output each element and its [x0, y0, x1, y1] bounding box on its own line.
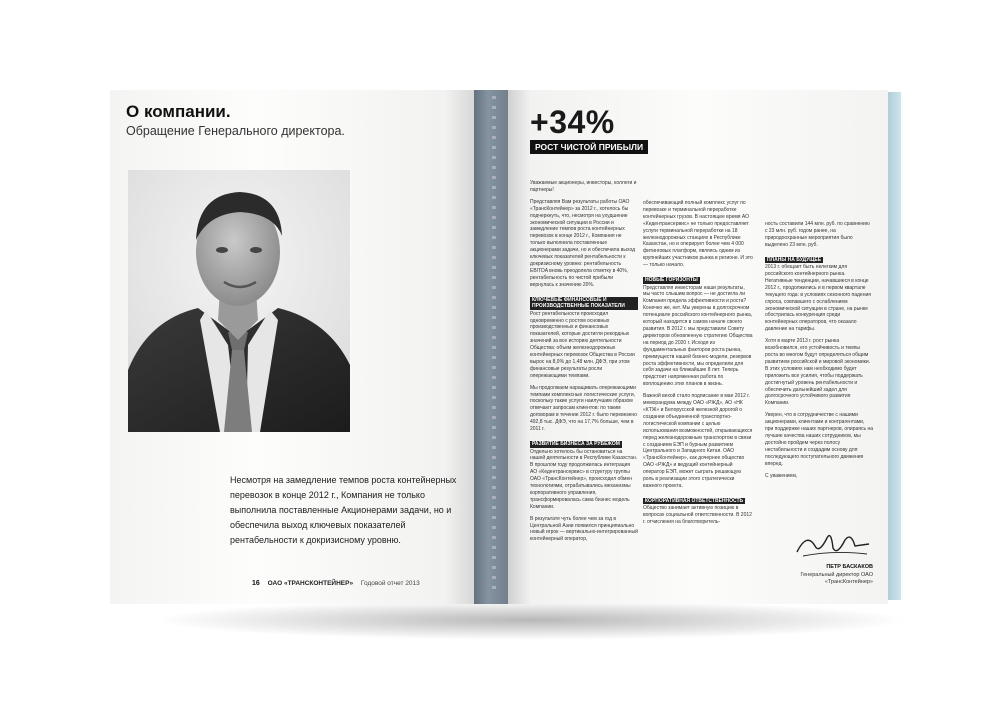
- footer-report: Годовой отчет 2013: [360, 580, 420, 587]
- headline-tag: РОСТ ЧИСТОЙ ПРИБЫЛИ: [530, 140, 648, 154]
- section-heading: ПЛАНЫ НА БУДУЩЕЕ: [767, 256, 822, 263]
- text-column-1: [530, 180, 638, 548]
- signer-block: [773, 564, 873, 587]
- signature-mark: [793, 526, 873, 560]
- section-heading: КОРПОРАТИВНАЯ ОТВЕТСТВЕННОСТЬ: [645, 497, 744, 504]
- paragraph: обеспечивающий полный комплекс услуг по перевозке и терминальной переработке контейнерных грузов. В настоящее время АО «Кедентрансервис» не только предоставляет услуги терминальной переработки на 18 железнодорожных станциях в Республике Казахстан, но и оперирует более чем 4 000 фитинговых платформ, являясь одним из крупнейших участников рынка в регионе. И это — только начало.: [643, 200, 753, 269]
- headline-figure: +34%: [530, 104, 615, 140]
- paragraph: ность составили 144 млн. руб. по сравнению с 23 млн. руб. годом ранее, на природоохранные мероприятия было выделено 23 млн. руб.: [765, 221, 870, 248]
- paragraph: В результате чуть более чем за год в Центральной Азии появился принципиально новый игрок — вертикально-интегрированный контейнерный оператор,: [530, 515, 638, 543]
- page-footer: [252, 580, 420, 587]
- right-page: [508, 90, 888, 604]
- left-page: [110, 90, 474, 604]
- section-heading: РАЗВИТИЕ БИЗНЕСА ЗА РУБЕЖОМ: [532, 441, 620, 447]
- page-subtitle: Обращение Генерального директора.: [126, 124, 345, 138]
- section-heading: КЛЮЧЕВЫЕ ФИНАНСОВЫЕ И ПРОИЗВОДСТВЕННЫЕ ПОКАЗАТЕЛИ: [530, 297, 638, 310]
- signer-title: Генеральный директор ОАО «ТрансКонтейнер»: [800, 571, 873, 585]
- paragraph: Хотя в марте 2013 г. рост рынка возобновился, его устойчивость и темпы роста во многом будут определяться общим развитием российской и мировой экономики. В этих условиях нам необходимо будет приложить все усилия, чтобы поддержать достигнутый уровень рентабельности и обеспечить дальнейший задел для долгосрочного устойчивого развития Компании.: [765, 338, 871, 407]
- signer-name: ПЕТР БАСКАКОВ: [826, 564, 873, 570]
- footer-company: ОАО «ТРАНСКОНТЕЙНЕР»: [267, 580, 354, 587]
- greeting: Уважаемые акционеры, инвесторы, коллеги и партнеры!: [530, 180, 637, 193]
- director-portrait-photo: [128, 170, 350, 432]
- text-column-3: [765, 221, 873, 484]
- paragraph: Представляя инвесторам наши результаты, мы часто слышим вопрос — не достигла ли Компания предела эффективности и роста? Конечно же, нет. Мы уверены в долгосрочном потенциале российского контейнерного рынка, который находится в самом начале своего развития. В 2012 г. мы представили Совету директоров обновленную стратегию Общества на период до 2020 г. Исходя из фундаментальных факторов роста рынка, преимуществ нашей бизнес-модели, резервов роста эффективности, мы определили для себя задачи на ближайшие 8 лет. Теперь предстоит напряженная работа по воплощению этих планов в жизнь.: [643, 284, 753, 388]
- paragraph: Представляя Вам результаты работы ОАО «ТрансКонтейнер» за 2012 г., хотелось бы подчеркнуть, что, несмотря на ухудшение экономической ситуации в России и замедление темпов роста контейнерных перевозок в конце 2012 г., Компания не только выполнила поставленные акционерами задачи, но и обеспечила выход ключевых показателей рентабельности к докризисному уровню: рентабельность EBITDA вновь преодолела отметку в 40%, рентабельность по чистой прибыли вернулась к значению 20%.: [530, 198, 636, 288]
- paragraph: Отдельно хотелось бы остановиться на нашей деятельности в Республике Казахстан. В прошлом году продолжилась интеграция АО «Кедентрансервис» в структуру группы ОАО «ТрансКонтейнер», происходил обмен технологиями, отрабатывались механизмы корпоративного управления, трансформировалась сама бизнес модель Компании.: [530, 448, 638, 510]
- closing: С уважением,: [765, 472, 798, 479]
- paragraph: 2013 г. обещает быть нелегким для российского контейнерного рынка. Негативные тенденции, начавшиеся в конце 2012 г., продолжились и в первом квартале текущего года: в условиях сезонного падения спроса, совпавшего с ослаблением экономической ситуации в стране, на рынке обострилась конкуренция среди контейнерных операторов, что оказало давление на тарифы.: [765, 264, 871, 333]
- book-shadow: [150, 600, 910, 640]
- text-column-2: [643, 200, 753, 531]
- paragraph: Мы продолжаем наращивать опережающими темпами комплексные логистические услуги, поскольку такие услуги наилучшим образом отвечают запросам клиентов: по таким договорам в течение 2012 г. было перевезено 492,8 тыс. ДФЭ, что на 17,7% больше, чем в 2011 г.: [530, 384, 637, 433]
- paragraph: Общество занимает активную позицию в вопросах социальной ответственности. В 2012 г. отчисления на благотворитель-: [643, 505, 752, 526]
- page-title: О компании.: [126, 102, 231, 121]
- page-number: 16: [252, 580, 260, 587]
- binding-holes: [492, 96, 496, 596]
- paragraph: Рост рентабельности происходил одновременно с ростом основных производственных и финансовых показателей, которые достигли рекордных значений за все историю деятельности Общества: объем железнодорожных контейнерных перевозок Общества в России вырос на 8,9% до 1,48 млн. ДФЭ, при этом финансовые результаты росли опережающими темпами.: [530, 310, 635, 379]
- section-heading: НОВЫЕ ГОРИЗОНТЫ: [645, 277, 698, 284]
- paragraph: Уверен, что в сотрудничестве с нашими акционерами, клиентами и контрагентами, при поддержке наших партнеров, опираясь на лучшие качества наших сотрудников, мы достойно пройдем через полосу нестабильности и создадим основу для последующего поступательного движения вперед.: [765, 412, 874, 467]
- paragraph: Важной вехой стало подписание в мае 2012 г. меморандума между ОАО «РЖД», АО «НК «КТЖ» и Белорусской железной дорогой о создании объединенной транспортно-логистической компании с целью использования возможностей, открывающихся перед железнодорожным транспортом в связи с созданием ЕЭП и бурным развитием Центрального и Западного Китая. ОАО «ТрансКонтейнер», как дочернее общество ОАО «РЖД» и ведущий контейнерный оператор ЕЭП, может сыграть решающую роль в реализации этого стратегически важного проекта.: [643, 393, 753, 489]
- pull-quote: Несмотря на замедление темпов роста контейнерных перевозок в конце 2012 г., Компания не только выполнила поставленные Акционерами задачи, но и обеспечила выход ключевых показателей рентабельности к докризисному уровню.: [230, 475, 457, 545]
